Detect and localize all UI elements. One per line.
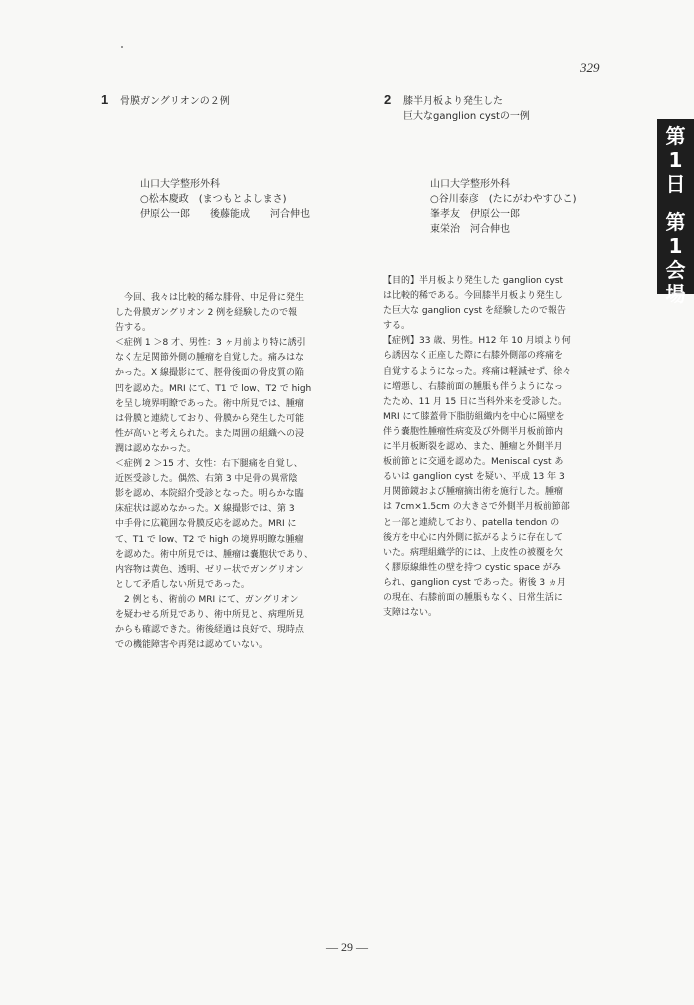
- article-2-body-line: た巨大な ganglion cyst を経験したので報告: [383, 306, 566, 317]
- article-2-body-line: 支障はない。: [383, 608, 438, 619]
- article-1-body-line: 内容物は黄色、透明、ゼリー状でガングリオン: [115, 564, 304, 575]
- article-1-body-line: 凹を認めた。MRI にて、T1 で low、T2 で high: [115, 383, 312, 394]
- session-day-char: 日: [665, 172, 686, 196]
- article-1-body-line: 影を認め、本院紹介受診となった。明らかな臨: [115, 489, 304, 500]
- scan-speck: [121, 46, 123, 48]
- session-room-label: [666, 210, 686, 306]
- article-2-number: 2: [384, 92, 392, 107]
- article-1-body-line: として矛盾しない所見であった。: [115, 579, 250, 590]
- article-1-body-line: 潤は認めなかった。: [115, 443, 197, 454]
- article-2-body-line: 板前節とに交通を認めた。Meniscal cyst あ: [383, 457, 564, 468]
- article-1-affiliation: 山口大学整形外科: [140, 179, 220, 190]
- article-1-body-line: 床症状は認めなかった。X 線撮影では、第 3: [115, 504, 295, 515]
- article-1-title: 骨膜ガングリオンの２例: [120, 96, 230, 107]
- article-1-body-line: 近医受診した。偶然、右第 3 中足骨の異常陰: [115, 474, 298, 485]
- article-2-author-line: ○谷川泰彦 (たにがわやすひこ): [430, 194, 577, 205]
- article-2-author-line: 東栄治 河合伸也: [430, 224, 510, 235]
- article-2-body-line: ら誘因なく正座した際に右膝外側部の疼痛を: [383, 351, 564, 362]
- article-1-body-line: て、T1 で low、T2 で high の境界明瞭な腫瘤: [115, 534, 304, 545]
- article-2-affiliation: 山口大学整形外科: [430, 179, 510, 190]
- article-2-body-line: 【症例】33 歳、男性。H12 年 10 月頃より何: [383, 336, 571, 347]
- article-1-body-line: した骨膜ガングリオン 2 例を経験したので報: [115, 308, 298, 319]
- session-day-char: 第: [665, 124, 686, 148]
- page-footer: — 29 —: [326, 940, 368, 954]
- article-1-body-line: 告する。: [115, 323, 152, 334]
- article-2-body-line: 後方を中心に内外側に拡がるように存在して: [383, 532, 564, 543]
- article-2-body-line: MRI にて膝蓋骨下脂肪組織内を中心に隔壁を: [383, 411, 565, 422]
- article-2-body-line: るいは ganglion cyst を疑い、平成 13 年 3: [383, 472, 565, 483]
- article-1-body-line: を認めた。術中所見では、腫瘤は嚢胞状であり、: [115, 549, 314, 560]
- article-2-body-line: たため、11 月 15 日に当科外来を受診した。: [383, 396, 568, 407]
- article-1-number: 1: [101, 92, 109, 107]
- article-2-body-line: 自覚するようになった。疼痛は軽減せず、徐々: [383, 366, 572, 377]
- article-2-body-line: 伴う嚢胞性腫瘤性病変及び外側半月板前節内: [383, 426, 564, 437]
- article-2-body-line: に半月板断裂を認め、また、腫瘤と外側半月: [383, 442, 563, 453]
- session-room-char: 場: [665, 282, 686, 306]
- page-number: 329: [580, 60, 600, 75]
- article-1-body-line: かった。X 線撮影にて、脛骨後面の骨皮質の陥: [115, 368, 304, 379]
- article-1-body-line: での機能障害や再発は認めていない。: [115, 640, 269, 651]
- article-1-body-line: なく左足関節外側の腫瘤を自覚した。痛みはな: [115, 353, 305, 364]
- session-day-label: [666, 124, 686, 196]
- article-1-author-line: 伊原公一郎 後藤能成 河合伸也: [140, 209, 310, 220]
- article-2-title: [403, 94, 530, 124]
- article-1-body-line: 今回、我々は比較的稀な腓骨、中足骨に発生: [115, 293, 305, 303]
- article-2-body-line: く膠原線維性の壁を持つ cystic space がみ: [383, 562, 561, 573]
- article-2-title-line: 膝半月板より発生した: [403, 96, 503, 107]
- article-2-body-line: られ、ganglion cyst であった。術後 3 ヵ月: [383, 577, 566, 588]
- article-2-body-line: 月関節鏡および腫瘤摘出術を施行した。腫瘤: [383, 487, 564, 498]
- article-2-body-line: は 7cm×1.5cm の大きさで外側半月板前節部: [383, 502, 570, 513]
- article-1-body-line: 2 例とも、術前の MRI にて、ガングリオン: [115, 594, 299, 605]
- article-2-title-line: 巨大なganglion cystの一例: [403, 111, 530, 122]
- article-2-authors: [430, 177, 577, 237]
- session-room-char: 1: [668, 234, 683, 258]
- article-2-body-line: と一部と連続しており、patella tendon の: [383, 517, 560, 528]
- article-1-body-line: 中手骨に広範囲な骨膜反応を認めた。MRI に: [115, 519, 297, 530]
- article-1-body-line: を疑わせる所見であり、術中所見と、病理所見: [115, 609, 305, 620]
- article-1-body-line: を呈し境界明瞭であった。術中所見では、腫瘤: [115, 398, 304, 409]
- article-2-author-line: 峯孝友 伊原公一郎: [430, 209, 520, 220]
- article-1-body-line: からも確認できた。術後経過は良好で、現時点: [115, 625, 304, 636]
- article-1-author-line: ○松本慶政 (まつもとよしまさ): [140, 194, 287, 205]
- article-2-body-line: の現在、右膝前面の腫脹もなく、日常生活に: [383, 592, 563, 603]
- article-2-body-line: に増悪し、右膝前面の腫脹も伴うようになっ: [383, 381, 564, 392]
- article-2-body-line: 【目的】半月板より発生した ganglion cyst: [383, 276, 564, 286]
- article-2-body: [383, 274, 611, 621]
- article-1-body-line: ＜症例 1 ＞8 才、男性：3 ヶ月前より特に誘引: [115, 338, 306, 349]
- session-room-char: 会: [665, 258, 686, 282]
- article-1-body-line: ＜症例 2 ＞15 才、女性：右下腿痛を自覚し、: [115, 459, 303, 470]
- article-2-body-line: する。: [383, 321, 411, 332]
- article-2-body-line: は比較的稀である。今回膝半月板より発生し: [383, 291, 564, 302]
- article-1-body-line: 性が高いと考えられた。また周囲の組織への浸: [115, 428, 305, 439]
- session-day-char: 1: [668, 148, 683, 172]
- article-2-body-line: いた。病理組織学的には、上皮性の被覆を欠: [383, 547, 564, 558]
- article-1-body: [115, 291, 343, 653]
- article-1-body-line: は骨膜と連続しており、骨膜から発生した可能: [115, 413, 305, 424]
- session-tab: [657, 119, 694, 306]
- article-1-authors: [140, 177, 310, 222]
- session-room-char: 第: [665, 210, 686, 234]
